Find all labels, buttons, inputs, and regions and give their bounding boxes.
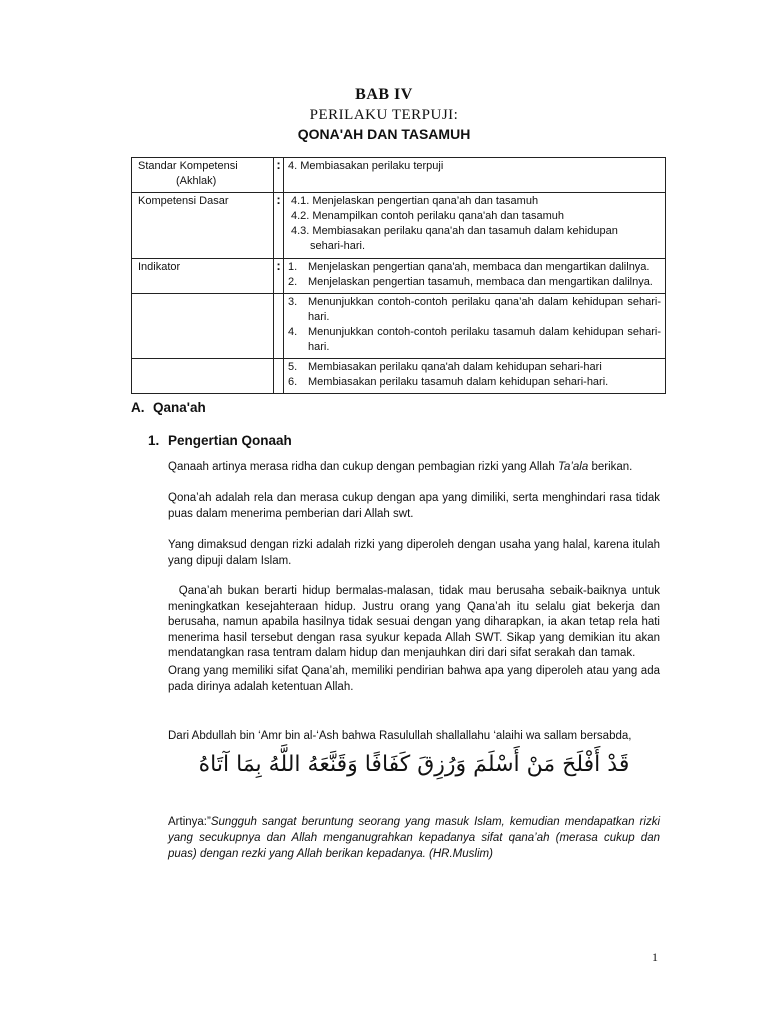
hadith-arabic: قَدْ أَفْلَحَ مَنْ أَسْلَمَ وَرُزِقَ كَفَافًا وَقَنَّعَهُ اللَّهُ بِمَا آتَاهُ bbox=[198, 752, 630, 777]
subsection-number: 1. bbox=[148, 433, 160, 448]
list-item bbox=[288, 295, 661, 325]
dasar-label: Kompetensi Dasar bbox=[132, 193, 274, 259]
page-number: 1 bbox=[652, 950, 658, 964]
standar-label-cell bbox=[132, 158, 274, 193]
chapter-subtitle: PERILAKU TERPUJI: bbox=[309, 107, 459, 123]
list-number: 1. bbox=[288, 261, 298, 273]
paragraph-italic: Ta’ala bbox=[557, 461, 589, 473]
list-number: 3. bbox=[288, 296, 298, 308]
table-row-dasar bbox=[132, 193, 666, 259]
paragraph-4a: Qana’ah bukan berarti hidup bermalas-malasan, tidak mau berusaha sebaik-baiknya untuk meningkatkan kesejahteraan hidup. Justru orang yang Qana’ah itu selalu giat bekerja dan berusaha, namun apabila hasilnya tidak sesuai dengan yang diharapkan, ia akan tetap rela hati menerima hasil tersebut dengan rasa syukur kepada Allah SWT. Sikap yang demikian itu akan mendatangkan rasa tentram dalam hidup dan menjauhkan diri dari sifat serakah dan tamak. bbox=[168, 585, 664, 659]
list-number: 5. bbox=[288, 361, 298, 373]
list-text: Menunjukkan contoh-contoh perilaku tasamuh dalam kehidupan sehari-hari. bbox=[308, 326, 661, 353]
paragraph-text: Qanaah artinya merasa ridha dan cukup dengan pembagian rizki yang Allah bbox=[168, 461, 558, 473]
subsection-1-heading bbox=[148, 433, 292, 448]
list-item bbox=[288, 325, 661, 355]
table-row-indikator-2 bbox=[132, 294, 666, 359]
list-text: Menjelaskan pengertian qana'ah, membaca dan mengartikan dalilnya. bbox=[308, 261, 650, 273]
empty-separator bbox=[274, 359, 284, 394]
list-text: Membiasakan perilaku tasamuh dalam kehidupan sehari-hari. bbox=[308, 376, 609, 388]
list-item-continuation: sehari-hari. bbox=[310, 240, 366, 252]
paragraph-5: Dari Abdullah bin ‘Amr bin al-‘Ash bahwa Rasulullah shallallahu ‘alaihi wa sallam bersabda, bbox=[168, 730, 632, 742]
list-number: 6. bbox=[288, 376, 298, 388]
list-text: Menjelaskan pengertian tasamuh, membaca dan mengartikan dalilnya. bbox=[308, 276, 653, 288]
list-item bbox=[288, 275, 661, 290]
paragraph-text-end: berikan. bbox=[588, 461, 633, 473]
list-item: 4.2. Menampilkan contoh perilaku qana'ah dan tasamuh bbox=[291, 210, 565, 222]
empty-separator bbox=[274, 294, 284, 359]
hadith-translation bbox=[168, 814, 660, 862]
section-title: Qana'ah bbox=[153, 400, 206, 415]
paragraph-1 bbox=[168, 460, 660, 476]
translation-label: Artinya:” bbox=[168, 816, 211, 828]
translation-text: Sungguh sangat beruntung seorang yang masuk Islam, kemudian mendapatkan rizki yang secukupnya dan Allah menganugrahkan kepadanya sifat qana’ah (merasa cukup dan puas) dengan rezki yang Allah berikan kepadanya. (HR.Muslim) bbox=[168, 816, 660, 860]
separator: : bbox=[274, 193, 284, 259]
indikator-group-1 bbox=[284, 259, 666, 294]
list-item bbox=[288, 375, 661, 390]
list-item bbox=[288, 360, 661, 375]
paragraph-3: Yang dimaksud dengan rizki adalah rizki yang diperoleh dengan usaha yang halal, karena itulah yang dipuji dalam Islam. bbox=[168, 539, 660, 567]
subsection-title: Pengertian Qonaah bbox=[168, 433, 292, 448]
list-item: 4.1. Menjelaskan pengertian qana’ah dan tasamuh bbox=[291, 195, 539, 207]
competency-table bbox=[131, 157, 666, 394]
separator: : bbox=[274, 158, 284, 193]
empty-cell bbox=[132, 294, 274, 359]
indikator-label: Indikator bbox=[132, 259, 274, 294]
paragraph-4b: Orang yang memiliki sifat Qana’ah, memiliki pendirian bahwa apa yang diperoleh atau yang ada pada dirinya adalah ketentuan Allah. bbox=[168, 665, 660, 693]
list-number: 4. bbox=[288, 326, 298, 338]
list-number: 2. bbox=[288, 276, 298, 288]
list-text: Menunjukkan contoh-contoh perilaku qana’ah dalam kehidupan sehari-hari. bbox=[308, 296, 661, 323]
paragraph-2: Qona’ah adalah rela dan merasa cukup dengan apa yang dimiliki, serta menghindari rasa tidak puas dalam menerima pemberian dari Allah swt. bbox=[168, 492, 660, 520]
list-text: Membiasakan perilaku qana'ah dalam kehidupan sehari-hari bbox=[308, 361, 602, 373]
standar-label: Standar Kompetensi bbox=[138, 160, 238, 172]
list-item bbox=[288, 260, 661, 275]
table-row-indikator-3 bbox=[132, 359, 666, 394]
table-row-standar bbox=[132, 158, 666, 193]
section-a-heading bbox=[131, 400, 206, 415]
list-item: 4.3. Membiasakan perilaku qana'ah dan tasamuh dalam kehidupan bbox=[291, 225, 618, 237]
chapter-title: QONA'AH DAN TASAMUH bbox=[297, 126, 471, 142]
indikator-group-3 bbox=[284, 359, 666, 394]
empty-cell bbox=[132, 359, 274, 394]
section-letter: A. bbox=[131, 400, 145, 415]
chapter-heading: BAB IV bbox=[355, 86, 413, 103]
separator: : bbox=[274, 259, 284, 294]
dasar-value-cell bbox=[284, 193, 666, 259]
indikator-group-2 bbox=[284, 294, 666, 359]
standar-value: 4. Membiasakan perilaku terpuji bbox=[284, 158, 666, 193]
standar-sublabel: (Akhlak) bbox=[176, 175, 217, 187]
table-row-indikator bbox=[132, 259, 666, 294]
